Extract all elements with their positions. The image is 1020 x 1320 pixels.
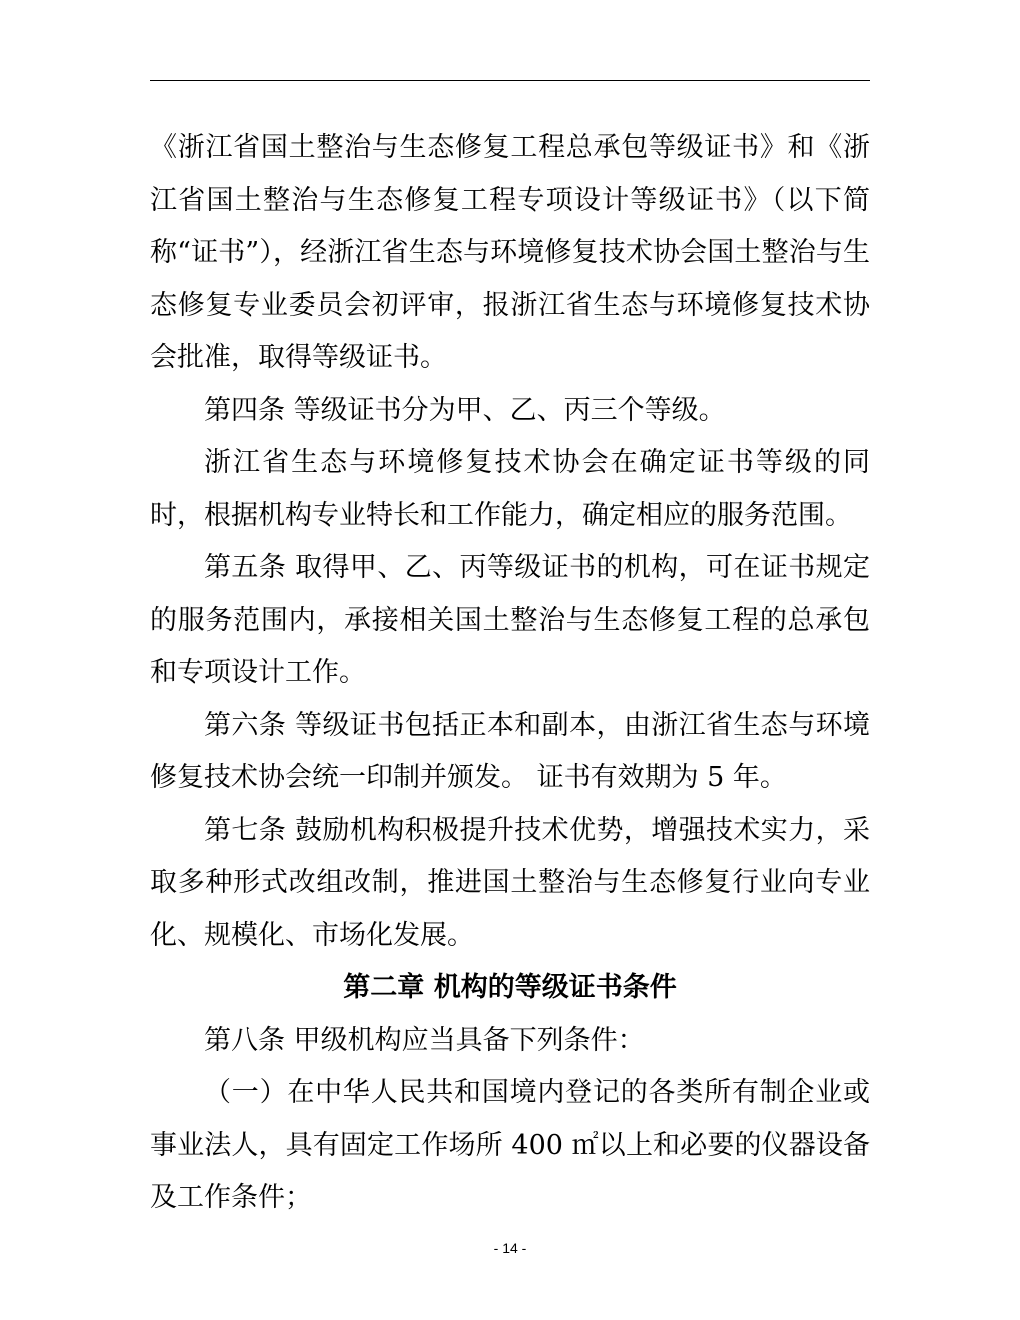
- article-8-item-1: （一）在中华人民共和国境内登记的各类所有制企业或事业法人，具有固定工作场所 400 ㎡以上和必要的仪器设备及工作条件；: [150, 1077, 870, 1213]
- chapter-heading: 第二章 机构的等级证书条件: [343, 972, 677, 1003]
- article-5: 第五条 取得甲、乙、丙等级证书的机构，可在证书规定的服务范围内，承接相关国土整治与生态修复工程的总承包和专项设计工作。: [150, 552, 870, 688]
- document-body: [150, 122, 870, 1225]
- page-number: - 14 -: [493, 1240, 527, 1256]
- article-7: 第七条 鼓励机构积极提升技术优势，增强技术实力，采取多种形式改组改制，推进国土整治与生态修复行业向专业化、规模化、市场化发展。: [150, 814, 870, 951]
- article-8: 第八条 甲级机构应当具备下列条件：: [204, 1024, 645, 1056]
- article-4: 第四条 等级证书分为甲、乙、丙三个等级。: [204, 394, 726, 426]
- article-4-detail: 浙江省生态与环境修复技术协会在确定证书等级的同时，根据机构专业特长和工作能力，确定相应的服务范围。: [150, 447, 870, 531]
- paragraph-continuation: 《浙江省国土整治与生态修复工程总承包等级证书》和《浙江省国土整治与生态修复工程专项设计等级证书》（以下简称“证书”），经浙江省生态与环境修复技术协会国土整治与生态修复专业委员会初评审，报浙江省生态与环境修复技术协会批准，取得等级证书。: [150, 132, 870, 373]
- header-rule: [150, 80, 870, 81]
- article-6: 第六条 等级证书包括正本和副本，由浙江省生态与环境修复技术协会统一印制并颁发。 证书有效期为 5 年。: [150, 709, 870, 793]
